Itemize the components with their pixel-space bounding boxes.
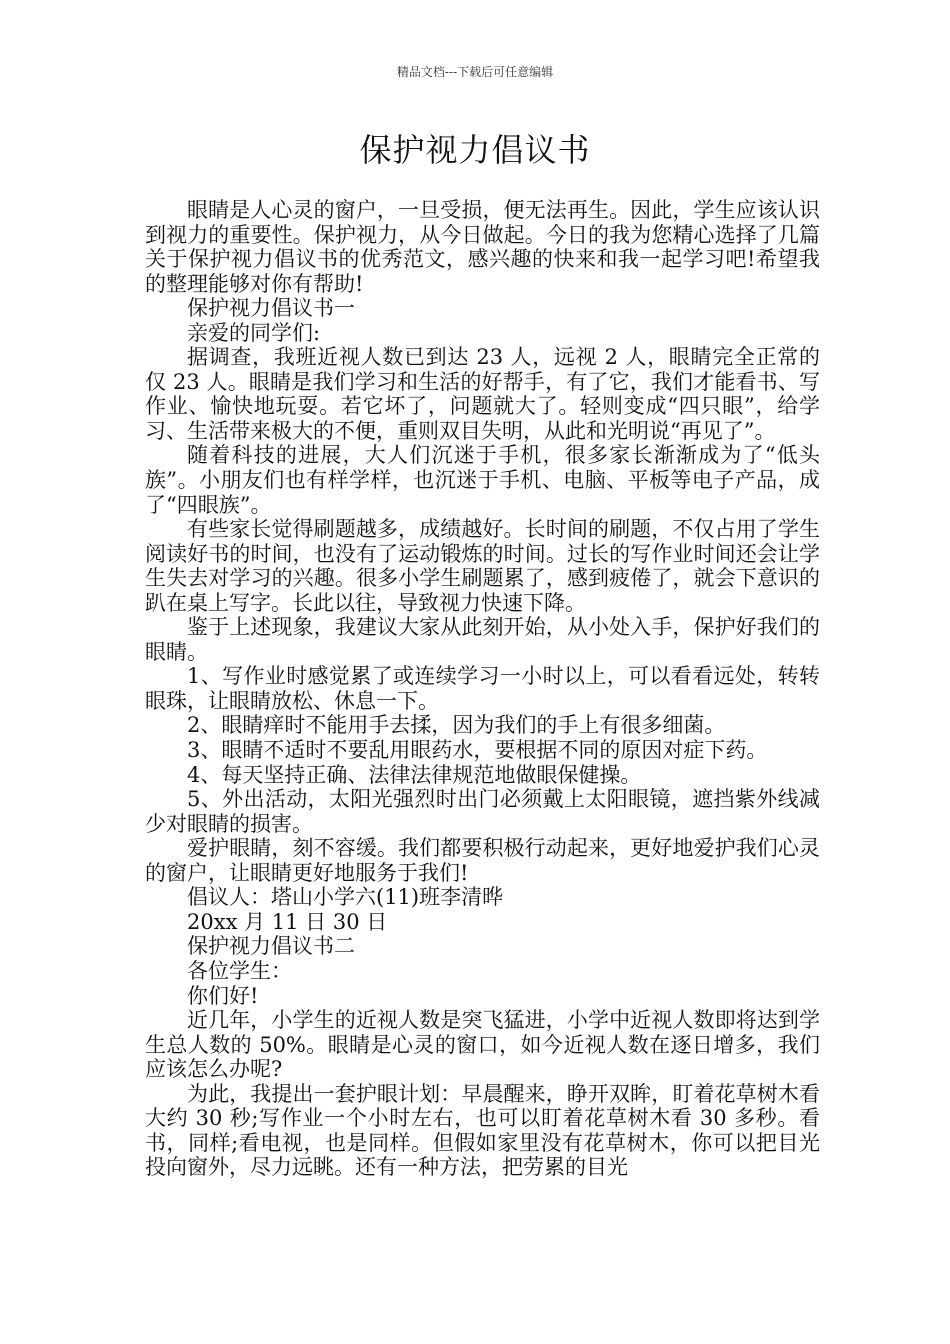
date-line: 20xx 月 11 日 30 日 (187, 909, 388, 934)
section-heading-1: 保护视力倡议书一 (187, 296, 355, 321)
paragraph: 据调查，我班近视人数已到达 23 人，远视 2 人，眼睛完全正常的仅 23 人。眼睛是我们学习和生活的好帮手，有了它，我们才能看书、写作业、愉快地玩耍。若它坏了，问题就大了。轻则变成“四只眼”，给学习、生活带来极大的不便，重则双目失明，从此和光明说“再见了”。 (145, 345, 820, 443)
salutation-2: 各位学生： (187, 958, 292, 983)
paragraph: 有些家长觉得刷题越多，成绩越好。长时间的刷题，不仅占用了学生阅读好书的时间，也没有了运动锻炼的时间。过长的写作业时间还会让学生失去对学习的兴趣。很多小学生刷题累了，感到疲倦了，就会下意识的趴在桌上写字。长此以往，导致视力快速下降。 (145, 517, 820, 615)
list-item: 1、写作业时感觉累了或连续学习一小时以上，可以看看远处，转转眼珠，让眼睛放松、休息一下。 (145, 664, 820, 713)
paragraph: 爱护眼睛，刻不容缓。我们都要积极行动起来，更好地爱护我们心灵的窗户，让眼睛更好地服务于我们! (145, 836, 820, 885)
paragraph: 为此，我提出一套护眼计划：早晨醒来，睁开双眸，盯着花草树木看大约 30 秒;写作业一个小时左右，也可以盯着花草树木看 30 多秒。看书，同样;看电视，也是同样。但假如家里没有花草树木，你可以把目光投向窗外，尽力远眺。还有一种方法，把劳累的目光 (145, 1081, 820, 1180)
paragraph: 近几年，小学生的近视人数是突飞猛进，小学中近视人数即将达到学生总人数的 50%。眼睛是心灵的窗口，如今近视人数在逐日增多，我们应该怎么办呢? (145, 1008, 820, 1082)
section-heading-2: 保护视力倡议书二 (187, 934, 355, 959)
document-body (145, 198, 820, 1180)
list-item: 2、眼睛痒时不能用手去揉，因为我们的手上有很多细菌。 (187, 713, 726, 738)
document-title: 保护视力倡议书 (359, 131, 591, 169)
signature-line: 倡议人：塔山小学六(11)班李清晔 (187, 885, 504, 910)
list-item: 5、外出活动，太阳光强烈时出门必须戴上太阳眼镜，遮挡紫外线减少对眼睛的损害。 (145, 787, 820, 836)
document-header: 精品文档---下载后可任意编辑 (396, 65, 554, 79)
paragraph: 鉴于上述现象，我建议大家从此刻开始，从小处入手，保护好我们的眼睛。 (145, 615, 820, 664)
list-item: 4、每天坚持正确、法律法律规范地做眼保健操。 (187, 762, 642, 787)
salutation-1: 亲爱的同学们: (187, 320, 321, 345)
paragraph: 随着科技的进展，大人们沉迷于手机，很多家长渐渐成为了“低头族”。小朋友们也有样学样，也沉迷于手机、电脑、平板等电子产品，成了“四眼族”。 (145, 443, 820, 517)
greeting: 你们好! (187, 983, 259, 1008)
list-item: 3、眼睛不适时不要乱用眼药水，要根据不同的原因对症下药。 (187, 738, 768, 763)
paragraph-intro: 眼睛是人心灵的窗户，一旦受损，便无法再生。因此，学生应该认识到视力的重要性。保护视力，从今日做起。今日的我为您精心选择了几篇关于保护视力倡议书的优秀范文，感兴趣的快来和我一起学习吧!希望我的整理能够对你有帮助! (145, 198, 820, 296)
